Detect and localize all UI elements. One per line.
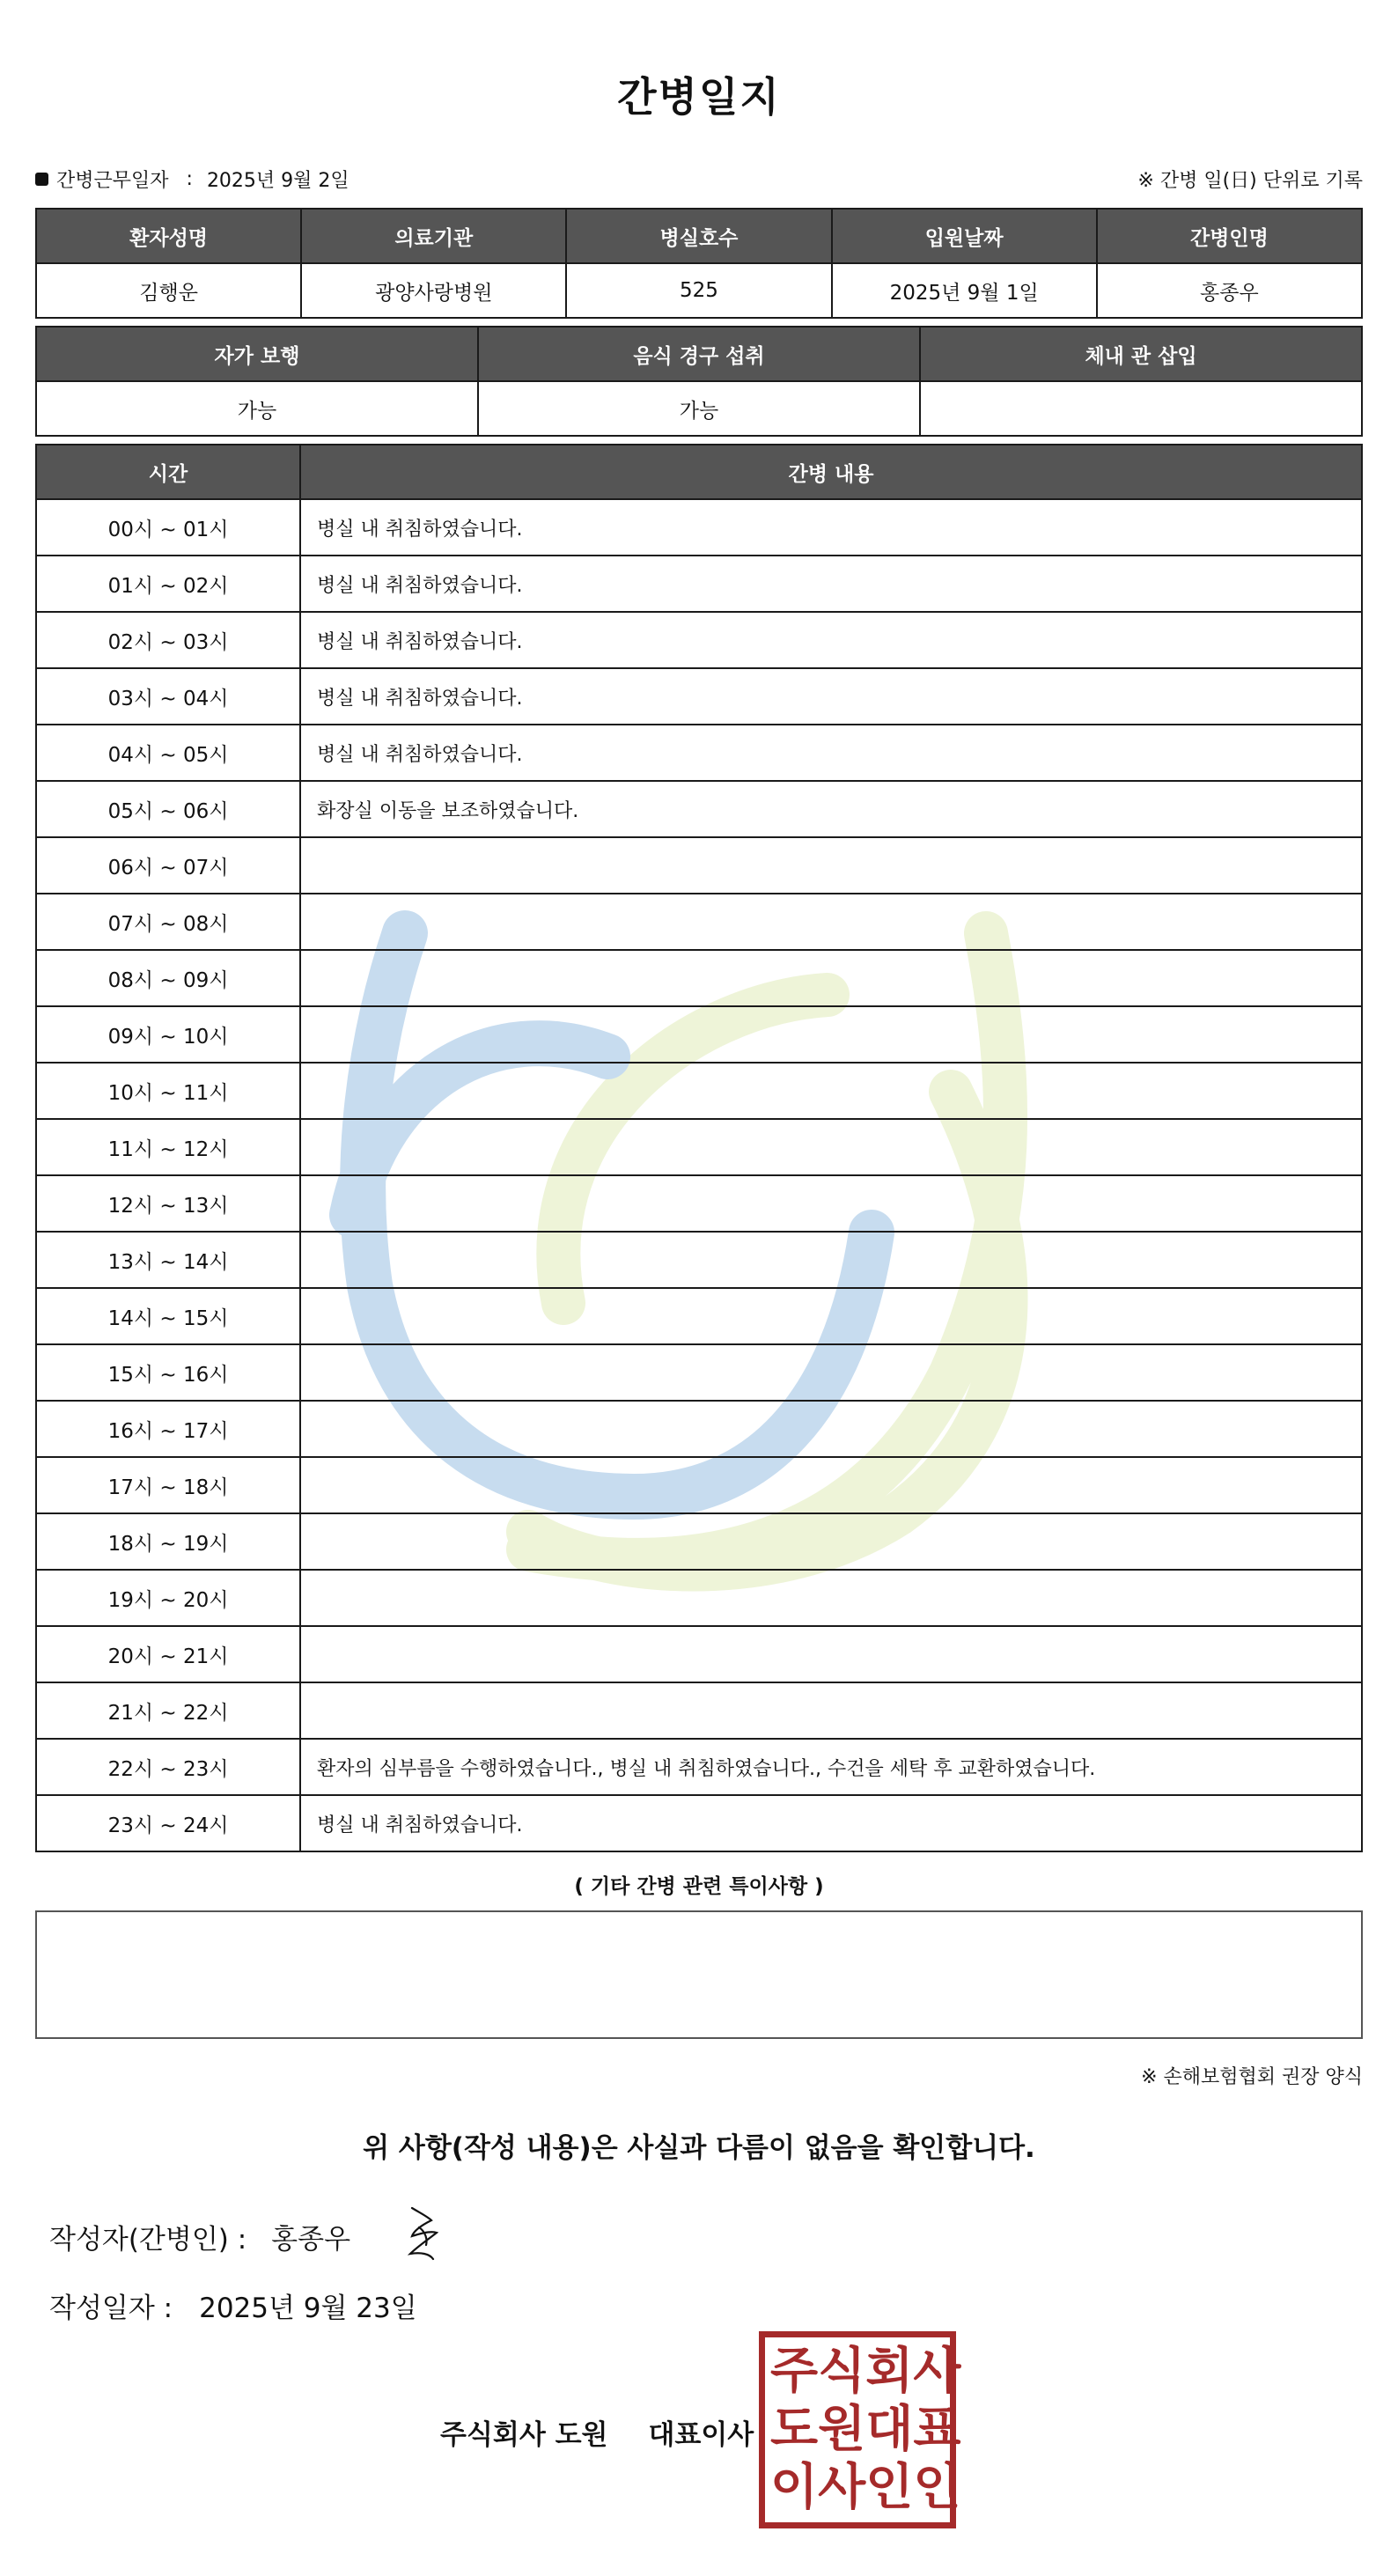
care-log-row [36,1739,1362,1795]
patient-status-value-row [36,381,1362,436]
seal-character: 인 [913,2459,961,2516]
care-log-time: 15시 ~ 16시 [36,1344,300,1401]
admission-date: 2025년 9월 1일 [832,263,1097,318]
care-log-content: 병실 내 취침하였습니다. [300,499,1362,556]
bullet-square-icon [35,173,48,186]
care-log-time: 00시 ~ 01시 [36,499,300,556]
care-log-row [36,725,1362,781]
care-log-content: 병실 내 취침하였습니다. [300,1795,1362,1851]
care-log-content: 병실 내 취침하였습니다. [300,725,1362,781]
care-log-time: 14시 ~ 15시 [36,1288,300,1344]
care-log-content [300,1063,1362,1119]
writer-label: 작성자(간병인) : [49,2224,247,2256]
care-log-content: 환자의 심부름을 수행하였습니다., 병실 내 취침하였습니다., 수건을 세탁 후 교환하였습니다. [300,1739,1362,1795]
company-signature-row [440,2412,754,2452]
care-log-row [36,1063,1362,1119]
seal-character: 원 [818,2401,866,2458]
seal-character: 대 [865,2401,914,2458]
care-log-content [300,1682,1362,1739]
care-log-content [300,1570,1362,1626]
work-date-row [35,166,350,193]
header-room-number: 병실호수 [566,209,831,263]
care-log-content [300,1006,1362,1063]
remarks-box [35,1910,1363,2039]
care-log-time: 09시 ~ 10시 [36,1006,300,1063]
care-log-row [36,1344,1362,1401]
representative-title: 대표이사 [648,2419,754,2451]
care-log-content [300,1401,1362,1457]
seal-character: 이 [770,2459,819,2516]
care-log-content [300,1175,1362,1232]
seal-character: 사 [913,2343,961,2400]
patient-info-value-row [36,263,1362,318]
written-date-label: 작성일자 : [49,2293,173,2324]
care-log-row [36,1513,1362,1570]
care-log-row [36,1570,1362,1626]
care-log-time: 16시 ~ 17시 [36,1401,300,1457]
confirmation-statement: 위 사항(작성 내용)은 사실과 다름이 없음을 확인합니다. [363,2132,1035,2164]
work-date-label: 간병근무일자 [56,170,169,192]
care-log-content [300,1119,1362,1175]
care-log-content [300,1457,1362,1513]
care-log-time: 10시 ~ 11시 [36,1063,300,1119]
care-log-header-row [36,445,1362,499]
care-log-row [36,1288,1362,1344]
care-log-row [36,1457,1362,1513]
written-date-value: 2025년 9월 23일 [199,2293,417,2324]
writer-row [49,2217,350,2256]
header-patient-name: 환자성명 [36,209,301,263]
care-log-content: 병실 내 취침하였습니다. [300,556,1362,612]
care-log-row [36,612,1362,668]
header-self-walking: 자가 보행 [36,327,478,381]
document-title: 간병일지 [617,73,781,121]
oral-intake-value: 가능 [478,381,920,436]
care-log-row [36,556,1362,612]
patient-info-table [35,208,1363,319]
header-caregiver-name: 간병인명 [1097,209,1362,263]
seal-character: 식 [818,2343,866,2400]
care-log-time: 08시 ~ 09시 [36,950,300,1006]
care-log-time: 05시 ~ 06시 [36,781,300,837]
seal-character: 도 [770,2401,819,2458]
care-log-row [36,1175,1362,1232]
care-log-row [36,1682,1362,1739]
care-log-table [35,444,1363,1852]
care-log-row [36,894,1362,950]
care-log-content: 병실 내 취침하였습니다. [300,612,1362,668]
association-note: ※ 손해보험협회 권장 양식 [1141,2066,1363,2088]
care-log-time: 19시 ~ 20시 [36,1570,300,1626]
writer-name: 홍종우 [271,2224,351,2256]
care-log-time: 07시 ~ 08시 [36,894,300,950]
care-log-row [36,1795,1362,1851]
care-log-row [36,499,1362,556]
patient-info-header-row [36,209,1362,263]
patient-status-table [35,326,1363,437]
care-log-content [300,894,1362,950]
care-log-time: 04시 ~ 05시 [36,725,300,781]
care-log-content [300,950,1362,1006]
care-log-time: 18시 ~ 19시 [36,1513,300,1570]
care-log-row [36,1119,1362,1175]
header-care-content: 간병 내용 [300,445,1362,499]
care-log-content [300,837,1362,894]
care-log-time: 22시 ~ 23시 [36,1739,300,1795]
care-log-row [36,950,1362,1006]
care-log-content: 화장실 이동을 보조하였습니다. [300,781,1362,837]
work-date-separator: : [186,168,193,190]
header-oral-intake: 음식 경구 섭취 [478,327,920,381]
care-log-content: 병실 내 취침하였습니다. [300,668,1362,725]
written-date-row [49,2285,417,2325]
care-log-content [300,1288,1362,1344]
care-log-time: 03시 ~ 04시 [36,668,300,725]
tube-insertion-value [920,381,1362,436]
remarks-title: ( 기타 간병 관련 특이사항 ) [574,1875,824,1898]
care-log-time: 21시 ~ 22시 [36,1682,300,1739]
room-number: 525 [566,263,831,318]
care-log-content [300,1513,1362,1570]
care-log-time: 12시 ~ 13시 [36,1175,300,1232]
seal-character: 인 [865,2459,914,2516]
care-log-time: 02시 ~ 03시 [36,612,300,668]
care-log-time: 23시 ~ 24시 [36,1795,300,1851]
work-date-value: 2025년 9월 2일 [206,170,350,192]
hospital-name: 광양사랑병원 [301,263,566,318]
care-log-time: 17시 ~ 18시 [36,1457,300,1513]
seal-character: 사 [818,2459,866,2516]
caregiver-name: 홍종우 [1097,263,1362,318]
care-log-row [36,668,1362,725]
care-log-row [36,837,1362,894]
care-log-time: 11시 ~ 12시 [36,1119,300,1175]
care-log-row [36,781,1362,837]
care-log-content [300,1232,1362,1288]
seal-character: 주 [770,2343,819,2400]
care-log-row [36,1626,1362,1682]
patient-name: 김행운 [36,263,301,318]
header-tube-insertion: 체내 관 삽입 [920,327,1362,381]
header-admission-date: 입원날짜 [832,209,1097,263]
patient-status-header-row [36,327,1362,381]
company-name: 주식회사 도원 [440,2419,608,2451]
care-log-content [300,1344,1362,1401]
care-log-row [36,1006,1362,1063]
care-log-time: 13시 ~ 14시 [36,1232,300,1288]
header-time: 시간 [36,445,300,499]
seal-character: 표 [913,2401,961,2458]
signature-image [401,2201,445,2270]
unit-note: ※ 간병 일(日) 단위로 기록 [1137,170,1363,192]
care-log-time: 20시 ~ 21시 [36,1626,300,1682]
company-seal-stamp [759,2331,961,2528]
care-log-row [36,1232,1362,1288]
care-log-content [300,1626,1362,1682]
care-log-row [36,1401,1362,1457]
self-walking-value: 가능 [36,381,478,436]
seal-character: 회 [865,2343,914,2400]
header-hospital: 의료기관 [301,209,566,263]
care-log-time: 06시 ~ 07시 [36,837,300,894]
care-log-time: 01시 ~ 02시 [36,556,300,612]
